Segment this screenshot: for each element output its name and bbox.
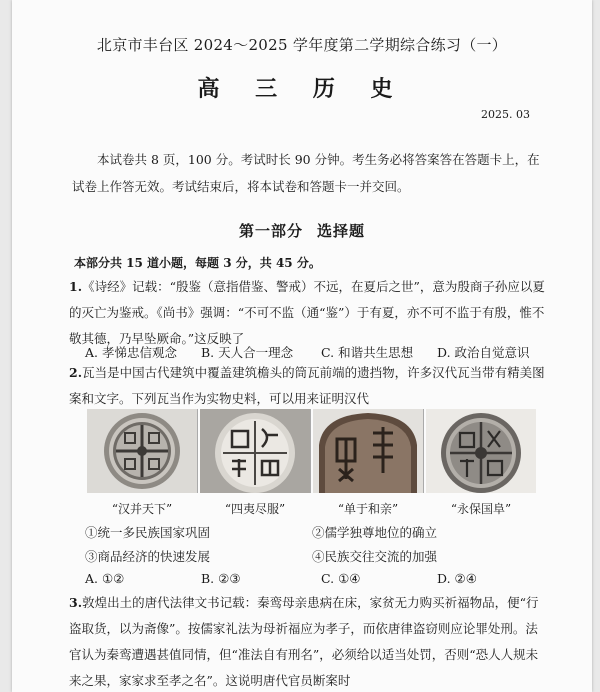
tile-caption: “单于和亲” xyxy=(337,502,399,516)
question-text: 敦煌出土的唐代法律文书记载：秦鸾母亲患病在床，家贫无力购买祈福物品，便“行盗取货，以为斋像”。按儒家礼法为母祈福应为孝子，而依唐律盗窃则应论罪处刑。法官认为秦鸾遭遇甚值同情，但“准法自有刑名”，必须给以适当处罚，否则“恐人人规未来之果，家家求至孝之名”。这说明唐代官员断案时 xyxy=(69,595,539,688)
option-d[interactable]: D. 政治自觉意识 xyxy=(437,345,530,360)
exam-title: 北京市丰台区 2024～2025 学年度第二学期综合练习（一） xyxy=(96,36,508,54)
roof-tile-images xyxy=(87,409,535,493)
option-b[interactable]: B. ②③ xyxy=(201,571,241,586)
roof-tile-yong-bao-guo-fu-icon xyxy=(426,409,536,493)
section-heading xyxy=(12,220,592,241)
question-text: 瓦当是中国古代建筑中覆盖建筑檐头的筒瓦前端的遗挡物，许多汉代瓦当带有精美图案和文字。下列瓦当作为实物史料，可以用来证明汉代 xyxy=(69,365,545,406)
question-number: 1. xyxy=(69,279,83,294)
exam-instructions: 本试卷共 8 页，100 分。考试时长 90 分钟。考生务必将答案答在答题卡上，在试卷上作答无效。考试结束后，将本试卷和答题卡一并交回。 xyxy=(72,152,540,194)
exam-date: 2025. 03 xyxy=(481,108,530,121)
roof-tile-han-bing-tian-xia-icon xyxy=(87,409,198,493)
section-note: 本部分共 15 道小题，每题 3 分，共 45 分。 xyxy=(74,256,321,270)
question-2 xyxy=(69,360,549,412)
statement-4: ④民族交往交流的加强 xyxy=(312,549,438,564)
tile-caption: “汉并天下” xyxy=(111,502,173,516)
option-d[interactable]: D. ②④ xyxy=(437,571,477,586)
question-number: 2. xyxy=(69,365,83,380)
roof-tile-si-yi-jin-fu-icon xyxy=(200,409,311,493)
option-b[interactable]: B. 天人合一理念 xyxy=(201,345,294,360)
statement-1: ①统一多民族国家巩固 xyxy=(85,525,211,540)
statement-3: ③商品经济的快速发展 xyxy=(85,549,211,564)
option-c[interactable]: C. 和谐共生思想 xyxy=(321,345,414,360)
tile-caption: “四夷尽服” xyxy=(224,502,286,516)
question-1 xyxy=(69,274,549,352)
section-part: 第一部分 xyxy=(238,222,303,240)
exam-page xyxy=(12,0,592,692)
statement-2: ②儒学独尊地位的确立 xyxy=(312,525,438,540)
tile-caption: “永保国阜” xyxy=(450,502,512,516)
option-a[interactable]: A. ①② xyxy=(85,571,125,586)
question-text: 《诗经》记载：“殷鉴（意指借鉴、警戒）不远，在夏后之世”，意为殷商子孙应以夏的灭亡为鉴戒。《尚书》强调：“不可不监（通“鉴”）于有夏，亦不可不监于有殷，惟不敬其德，乃早坠厥命。”这反映了 xyxy=(69,279,545,346)
roof-tile-chan-yu-he-qin-icon xyxy=(313,409,424,493)
question-3 xyxy=(69,590,549,692)
question-number: 3. xyxy=(69,595,83,610)
option-a[interactable]: A. 孝悌忠信观念 xyxy=(85,345,177,360)
subject-heading: 高 三 历 史 xyxy=(197,76,407,102)
section-name: 选择题 xyxy=(317,222,366,240)
option-c[interactable]: C. ①④ xyxy=(321,571,361,586)
